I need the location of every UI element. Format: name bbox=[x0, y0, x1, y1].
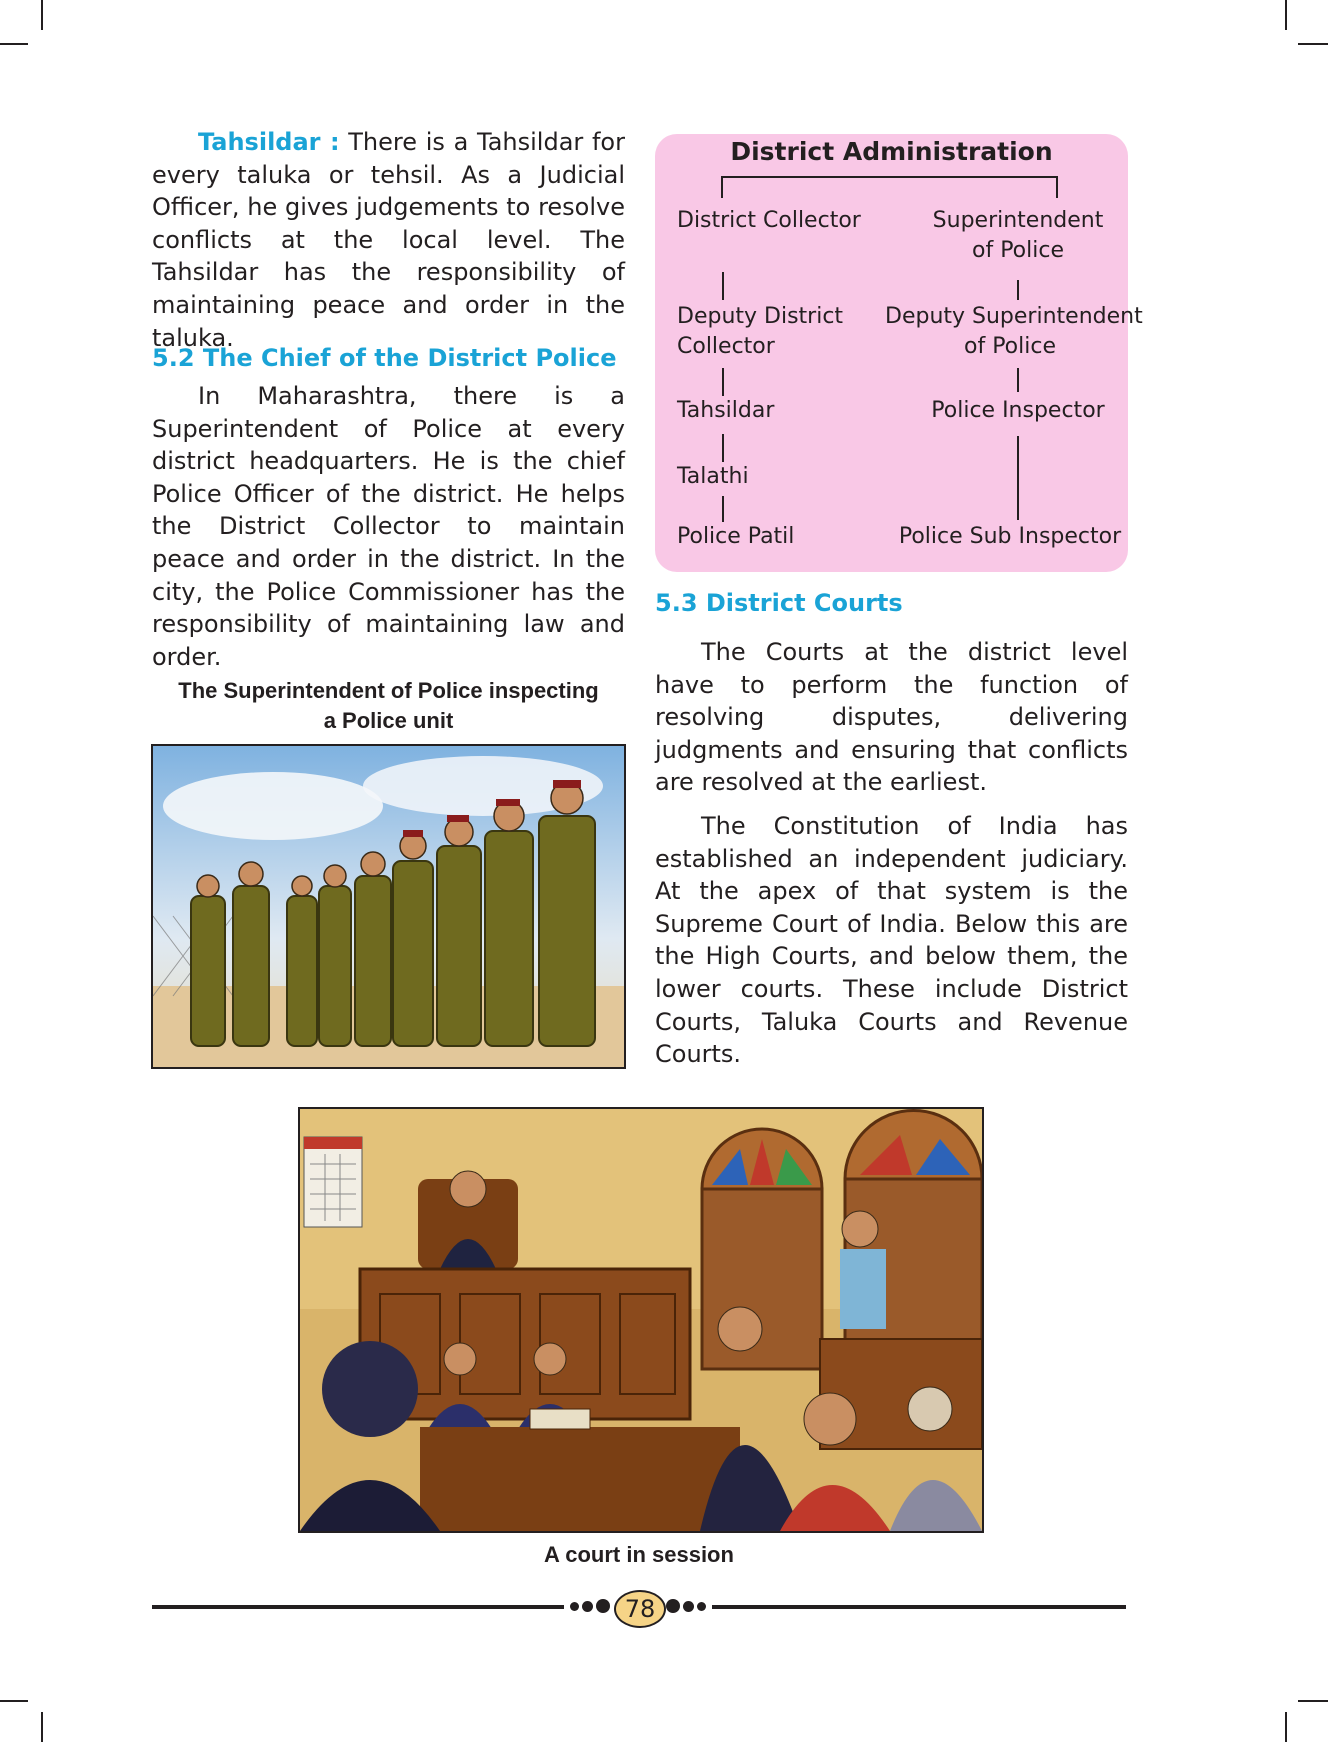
police-caption-line2: a Police unit bbox=[323, 708, 454, 733]
footer-ornament bbox=[666, 1599, 680, 1613]
police-inspection-illustration bbox=[151, 744, 626, 1069]
node-police-patil: Police Patil bbox=[677, 524, 795, 549]
crop-mark bbox=[0, 43, 28, 45]
crop-mark bbox=[1285, 0, 1287, 30]
footer-ornament bbox=[683, 1601, 694, 1612]
chart-title: District Administration bbox=[730, 137, 1053, 166]
police-caption bbox=[152, 676, 625, 736]
footer-rule-left bbox=[152, 1605, 564, 1609]
node-tahsildar: Tahsildar bbox=[677, 398, 775, 423]
crop-mark bbox=[1298, 43, 1328, 45]
chart-connector bbox=[1056, 176, 1058, 198]
node-police-inspector: Police Inspector bbox=[931, 398, 1105, 423]
chart-connector bbox=[722, 368, 724, 396]
node-dysp-line2: of Police bbox=[964, 334, 1056, 359]
footer-rule-right bbox=[712, 1605, 1126, 1609]
node-district-collector: District Collector bbox=[677, 208, 861, 233]
node-talathi: Talathi bbox=[677, 464, 749, 489]
police-caption-line1: The Superintendent of Police inspecting bbox=[178, 678, 599, 703]
node-deputy-superintendent bbox=[885, 302, 1143, 362]
crop-mark bbox=[1298, 1700, 1328, 1702]
chart-connector bbox=[721, 176, 723, 198]
footer-ornament bbox=[697, 1602, 706, 1611]
chart-connector bbox=[1017, 280, 1019, 300]
section-5-2-heading: 5.2 The Chief of the District Police bbox=[152, 344, 617, 372]
chart-connector bbox=[1017, 368, 1019, 392]
footer-ornament bbox=[570, 1602, 579, 1611]
tahsildar-lead: Tahsildar : bbox=[198, 128, 340, 156]
node-superintendent-of-police bbox=[901, 206, 1135, 266]
court-in-session-illustration bbox=[298, 1107, 984, 1533]
chart-connector bbox=[1017, 436, 1019, 520]
node-deputy-collector-line1: Deputy District bbox=[677, 304, 844, 329]
page-number: 78 bbox=[614, 1590, 666, 1628]
crop-mark bbox=[41, 0, 43, 30]
court-caption: A court in session bbox=[544, 1542, 734, 1567]
tahsildar-paragraph bbox=[152, 126, 625, 354]
tahsildar-text: There is a Tahsildar for every taluka or tehsil. As a Judicial Officer, he gives judgements to resolve conflicts at the local level. The Tahsildar has the responsibility of maintaining peace and order in the taluka. bbox=[152, 128, 625, 352]
node-sp-line1: Superintendent bbox=[932, 208, 1104, 233]
section-5-3-heading: 5.3 District Courts bbox=[655, 589, 903, 617]
node-police-sub-inspector: Police Sub Inspector bbox=[898, 524, 1122, 549]
section-5-2-paragraph: In Maharashtra, there is a Superintendent of Police at every district headquarters. He is the chief Police Officer of the district. He helps the District Collector to maintain peace and order in the district. In the city, the Police Commissioner has the responsibility of maintaining law and order. bbox=[152, 382, 625, 671]
footer-ornament bbox=[582, 1601, 593, 1612]
footer-ornament bbox=[596, 1599, 610, 1613]
courts-paragraph-1: The Courts at the district level have to perform the function of resolving disputes, delivering judgments and ensuring that conflicts are resolved at the earliest. bbox=[655, 638, 1128, 797]
district-administration-chart bbox=[655, 134, 1143, 572]
chart-connector bbox=[722, 272, 724, 300]
crop-mark bbox=[41, 1712, 43, 1742]
chart-connector bbox=[722, 434, 724, 462]
crop-mark bbox=[1285, 1712, 1287, 1742]
chart-connector bbox=[722, 496, 724, 522]
courts-paragraph-2: The Constitution of India has established an independent judiciary. At the apex of that system is the Supreme Court of India. Below this are the High Courts, and below them, the lower courts. These include District Courts, Taluka Courts and Revenue Courts. bbox=[655, 812, 1128, 1069]
node-dysp-line1: Deputy Superintendent bbox=[885, 304, 1143, 329]
node-sp-line2: of Police bbox=[972, 238, 1064, 263]
crop-mark bbox=[0, 1700, 28, 1702]
node-deputy-collector-line2: Collector bbox=[677, 334, 775, 359]
chart-connector bbox=[721, 176, 1058, 178]
node-deputy-district-collector bbox=[677, 302, 843, 362]
